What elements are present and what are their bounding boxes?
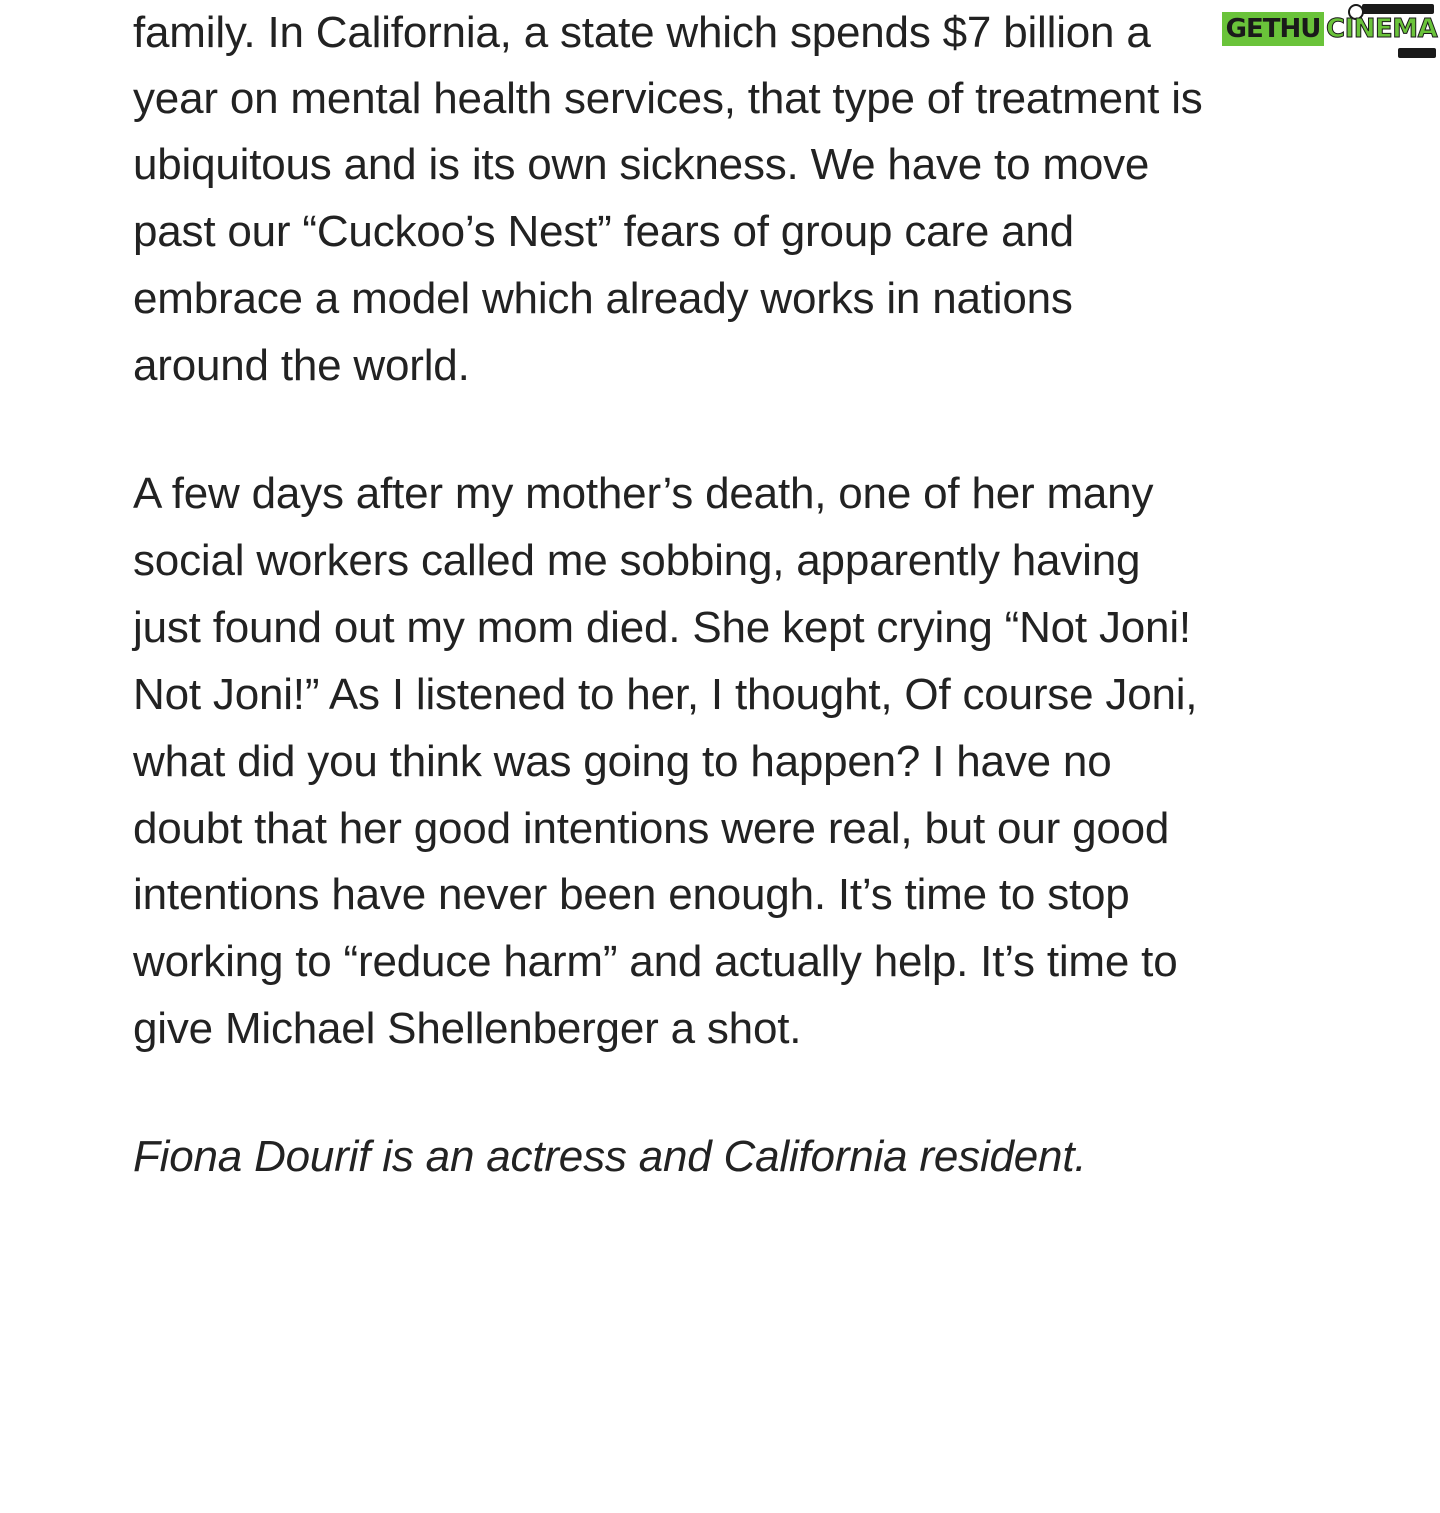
paragraph-line: past our “Cuckoo’s Nest” fears of group care and [133,207,1074,256]
film-strip-bottom-icon [1398,48,1436,58]
watermark-text-cinema: CINEMA [1326,14,1438,44]
author-byline: Fiona Dourif is an actress and California resident. [133,1132,1087,1181]
paragraph-line: intentions have never been enough. It’s time to stop [133,870,1130,919]
paragraph-line: doubt that her good intentions were real, but our good [133,804,1170,853]
paragraph-line: give Michael Shellenberger a shot. [133,1004,802,1053]
watermark-logo [1222,4,1436,58]
paragraph-line: year on mental health services, that type of treatment is [133,74,1203,123]
paragraph-line: social workers called me sobbing, apparently having [133,536,1141,585]
paragraph-line: around the world. [133,341,470,390]
paragraph-line: family. In California, a state which spends $7 billion a [133,8,1151,57]
paragraph-line: what did you think was going to happen? I have no [133,737,1112,786]
paragraph-line: Not Joni!” As I listened to her, I thought, Of course Joni, [133,670,1198,719]
watermark-text-gethu: GETHU [1222,12,1324,46]
paragraph-line: just found out my mom died. She kept crying “Not Joni! [133,603,1191,652]
paragraph-line: embrace a model which already works in nations [133,274,1073,323]
paragraph-line: A few days after my mother’s death, one of her many [133,469,1154,518]
paragraph-line: working to “reduce harm” and actually help. It’s time to [133,937,1178,986]
paragraph-line: ubiquitous and is its own sickness. We have to move [133,140,1150,189]
